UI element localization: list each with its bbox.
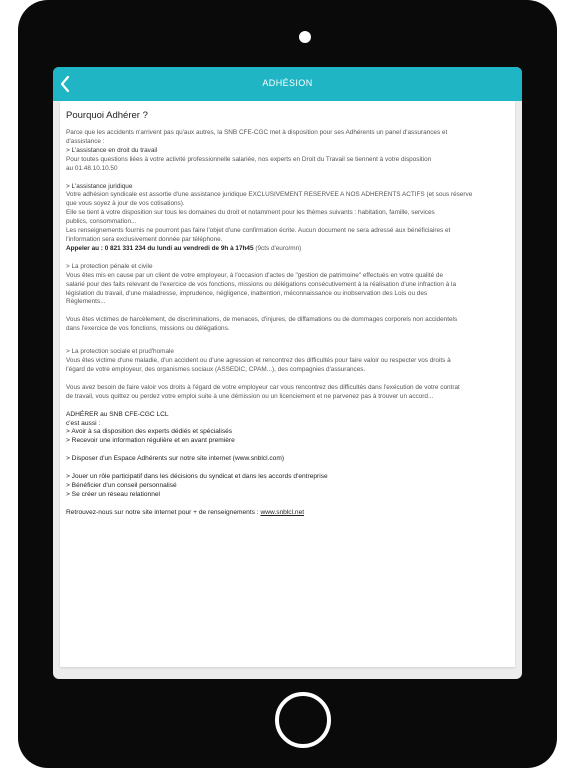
- content-card: [60, 101, 515, 667]
- benefit-item: > Disposer d'un Espace Adhérents sur notre site internet (www.snblcl.com): [66, 455, 285, 463]
- footer-text: [66, 509, 506, 518]
- sociale-line: Vous avez besoin de faire valoir vos droits à l'égard de votre employeur car vous rencontrez des difficultés dans l'exécution de votre contrat: [66, 383, 460, 391]
- juridique-line: publics, consommation...: [66, 218, 137, 226]
- adherer-title: ADHÉRER au SNB CFE-CGC LCL: [66, 410, 169, 418]
- juridique-line: l'information sera exclusivement donnée par téléphone.: [66, 235, 223, 243]
- sociale-line: de travail, vous quittez ou perdez votre emploi suite à une démission ou un licenciement et ne parvenez pas à trouver un accord...: [66, 392, 434, 400]
- penale-line: Vous êtes victimes de harcèlement, de discriminations, de menaces, d'injures, de diffamations ou de dommages corporels non accidentels: [66, 316, 458, 324]
- juridique-phone: [66, 245, 506, 254]
- benefit-item: > Bénéficier d'un conseil personnalisé: [66, 482, 177, 490]
- navigation-bar: [53, 67, 522, 101]
- section-title: Pourquoi Adhérer ?: [66, 110, 148, 121]
- penale-line: Règlements...: [66, 298, 106, 306]
- droit-travail-phone: au 01.48.10.10.50: [66, 164, 118, 172]
- footer-label: Retrouvez-nous sur notre site internet pour + de renseignements :: [66, 508, 261, 516]
- website-link[interactable]: www.snblcl.net: [260, 508, 305, 516]
- article-body: [66, 129, 506, 518]
- penale-heading: > La protection pénale et civile: [66, 262, 153, 270]
- phone-number: Appeler au : 0 821 331 234 du lundi au vendredi de 9h à 17h45: [66, 244, 254, 252]
- intro-line: d'assistance :: [66, 137, 105, 145]
- page-title: ADHÉSION: [262, 78, 313, 88]
- benefit-item: > Avoir à sa disposition des experts dédiés et spécialisés: [66, 428, 233, 436]
- juridique-heading: > L'assistance juridique: [66, 182, 133, 190]
- adherer-subtitle: c'est aussi :: [66, 419, 101, 427]
- home-button[interactable]: [275, 692, 331, 748]
- juridique-line: Elle se tient à votre disposition sur tous les domaines du droit et notamment pour les thèmes suivants : habitation, famille, services: [66, 209, 435, 217]
- juridique-line: Les renseignements fournis ne pourront pas faire l'objet d'une confirmation écrite. Aucun document ne sera adressé aux bénéficiaires et: [66, 227, 451, 235]
- sociale-line: Vous êtes victime d'une maladie, d'un accident ou d'une agression et rencontrez des difficultés pour faire valoir ou respecter vos droits à: [66, 357, 451, 365]
- juridique-line: Votre adhésion syndicale est assortie d'une assistance juridique EXCLUSIVEMENT RESERVEE A NOS ADHERENTS ACTIFS (et sous réserve: [66, 191, 473, 199]
- penale-line: salarié pour des faits relevant de l'exercice de vos fonctions, missions ou délégations consécutivement à la réalisation d'une infraction à la: [66, 280, 457, 288]
- intro-line: Parce que les accidents n'arrivent pas qu'aux autres, la SNB CFE-CGC met à disposition pour ses Adhérents un panel d'assurances et: [66, 129, 448, 136]
- penale-line: dans l'exercice de vos fonctions, missions ou délégations.: [66, 325, 230, 333]
- benefit-item: > Jouer un rôle participatif dans les décisions du syndicat et dans les accords d'entreprise: [66, 473, 328, 481]
- penale-line: législation du travail, d'une maladresse, imprudence, négligence, inattention, méconnaissance ou inobservation des Lois ou des: [66, 289, 428, 297]
- benefit-item: > Se créer un réseau relationnel: [66, 491, 161, 498]
- sociale-heading: > La protection sociale et prud'homale: [66, 348, 174, 356]
- juridique-line: que vous soyez à jour de vos cotisations).: [66, 200, 185, 208]
- droit-travail-line: Pour toutes questions liées à votre activité professionnelle salariée, nos experts en Droit du Travail se tiennent à votre disposition: [66, 155, 432, 163]
- sociale-line: l'égard de votre employeur, des organismes sociaux (ASSEDIC, CPAM...), des compagnies d'assurances.: [66, 365, 366, 373]
- droit-travail-heading: > L'assistance en droit du travail: [66, 146, 158, 154]
- phone-rate: (9cts d'euro/mn): [253, 244, 302, 252]
- camera-icon: [299, 31, 311, 43]
- app-screen: [53, 67, 522, 679]
- penale-line: Vous êtes mis en cause par un client de votre employeur, à l'occasion d'actes de "gestion de patrimoine" effectués en votre qualité de: [66, 271, 444, 279]
- benefit-item: > Recevoir une information régulière et en avant première: [66, 437, 235, 445]
